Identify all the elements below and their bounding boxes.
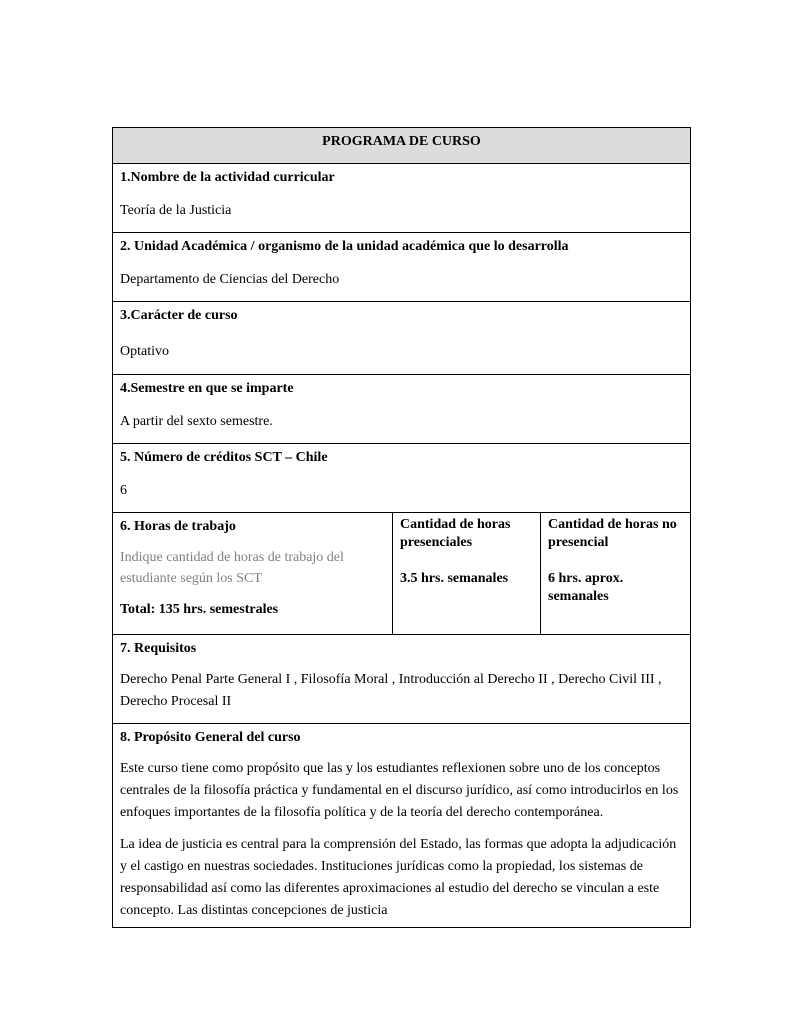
presencial-hours-cell [393, 513, 541, 635]
presencial-heading: Cantidad de horas presenciales [400, 517, 511, 550]
no-presencial-value: 6 hrs. aprox. semanales [548, 571, 624, 604]
section-1-value: Teoría de la Justicia [120, 203, 232, 218]
section-2-row [113, 233, 691, 302]
section-4-row [113, 375, 691, 444]
course-program-table [112, 127, 691, 928]
section-4-heading: 4.Semestre en que se imparte [120, 381, 294, 396]
no-presencial-heading: Cantidad de horas no presencial [548, 517, 677, 550]
section-3-value: Optativo [120, 344, 169, 359]
section-1-heading: 1.Nombre de la actividad curricular [120, 170, 335, 185]
program-title: PROGRAMA DE CURSO [113, 128, 691, 164]
section-5-value: 6 [120, 483, 127, 498]
section-7-heading: 7. Requisitos [120, 641, 197, 656]
section-3-heading: 3.Carácter de curso [120, 308, 238, 323]
section-4-value: A partir del sexto semestre. [120, 414, 273, 429]
section-8-paragraph-2: La idea de justicia es central para la comprensión del Estado, las formas que adopta la adjudicación y el castigo en nuestras sociedades. Instituciones jurídicas como la propiedad, los sistemas de responsabilidad así como las diferentes aproximaciones al estudio del derecho se vinculan a este concepto. Las distintas concepciones de justicia [120, 837, 677, 918]
section-2-heading: 2. Unidad Académica / organismo de la unidad académica que lo desarrolla [120, 239, 569, 254]
no-presencial-hours-cell [541, 513, 691, 635]
section-1-row [113, 164, 691, 233]
section-7-row [113, 635, 691, 724]
section-2-value: Departamento de Ciencias del Derecho [120, 272, 340, 287]
section-6-row [113, 513, 691, 635]
section-5-heading: 5. Número de créditos SCT – Chile [120, 450, 328, 465]
section-6-heading: 6. Horas de trabajo [120, 519, 236, 534]
section-5-row [113, 444, 691, 513]
section-8-paragraph-1: Este curso tiene como propósito que las y los estudiantes reflexionen sobre uno de los conceptos centrales de la filosofía práctica y fundamental en el discurso jurídico, así como introducirlos en los enfoques importantes de la filosofía política y de la teoría del derecho contemporánea. [120, 761, 679, 820]
section-8-heading: 8. Propósito General del curso [120, 730, 301, 745]
title-row [113, 128, 691, 164]
section-8-row [113, 724, 691, 928]
section-3-row [113, 302, 691, 375]
work-hours-cell [113, 513, 393, 635]
presencial-value: 3.5 hrs. semanales [400, 571, 509, 586]
section-6-hint: Indique cantidad de horas de trabajo del estudiante según los SCT [120, 550, 344, 586]
section-6-total: Total: 135 hrs. semestrales [120, 602, 279, 617]
section-7-value: Derecho Penal Parte General I , Filosofía Moral , Introducción al Derecho II , Derecho Civil III , Derecho Procesal II [120, 672, 662, 709]
